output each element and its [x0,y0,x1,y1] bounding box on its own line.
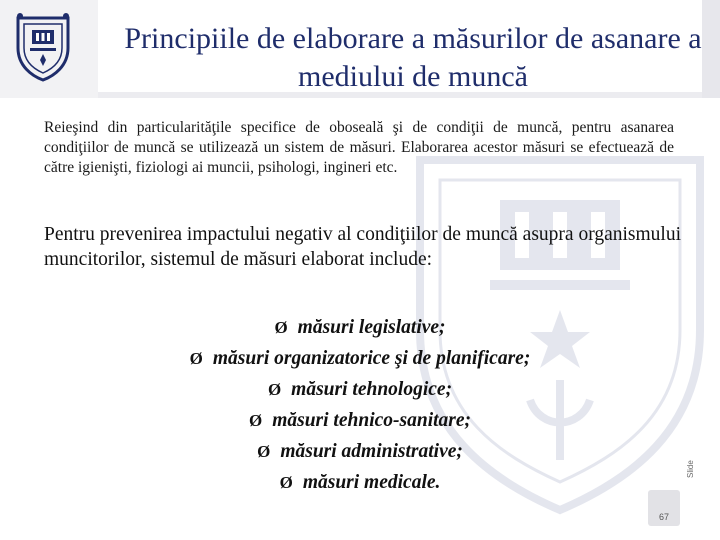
arrow-bullet-icon: Ø [267,380,282,399]
arrow-bullet-icon: Ø [189,349,203,368]
list-item [60,467,660,498]
list-item [60,343,660,374]
measure-label: măsuri tehnico-sanitare; [272,410,472,431]
measure-label: măsuri medicale. [302,472,441,493]
list-item [60,312,660,343]
measure-label: măsuri organizatorice şi de planificare; [212,348,531,369]
measure-label: măsuri administrative; [280,441,463,462]
university-crest-icon [12,8,74,82]
slide-number: 67 [658,512,669,522]
measure-label: măsuri tehnologice; [291,379,453,400]
slide-header [0,0,720,98]
list-item [60,405,660,436]
measure-label: măsuri legislative; [297,317,446,338]
list-item [60,436,660,467]
slide-title: Principiile de elaborare a măsurilor de asanare a mediului de muncă [124,22,702,93]
arrow-bullet-icon: Ø [274,318,288,337]
slide-label: Slide [686,460,695,478]
measures-list [60,312,660,498]
arrow-bullet-icon: Ø [279,473,293,492]
list-item [60,374,660,405]
slide-number-badge [648,490,680,526]
arrow-bullet-icon: Ø [257,442,271,461]
measures-intro-text: Pentru prevenirea impactului negativ al condiţiilor de muncă asupra organismului muncitorilor, sistemul de măsuri elaborat include: [44,224,681,270]
arrow-bullet-icon: Ø [248,411,263,430]
intro-paragraph: Reieşind din particularităţile specifice de oboseală şi de condiţii de muncă, pentru asanarea condiţiilor de muncă se utilizează un sistem de măsuri. Elaborarea acestor măsuri se efectuează de către igienişti, fiziologi ai muncii, psihologi, ingineri etc. [44,119,674,176]
